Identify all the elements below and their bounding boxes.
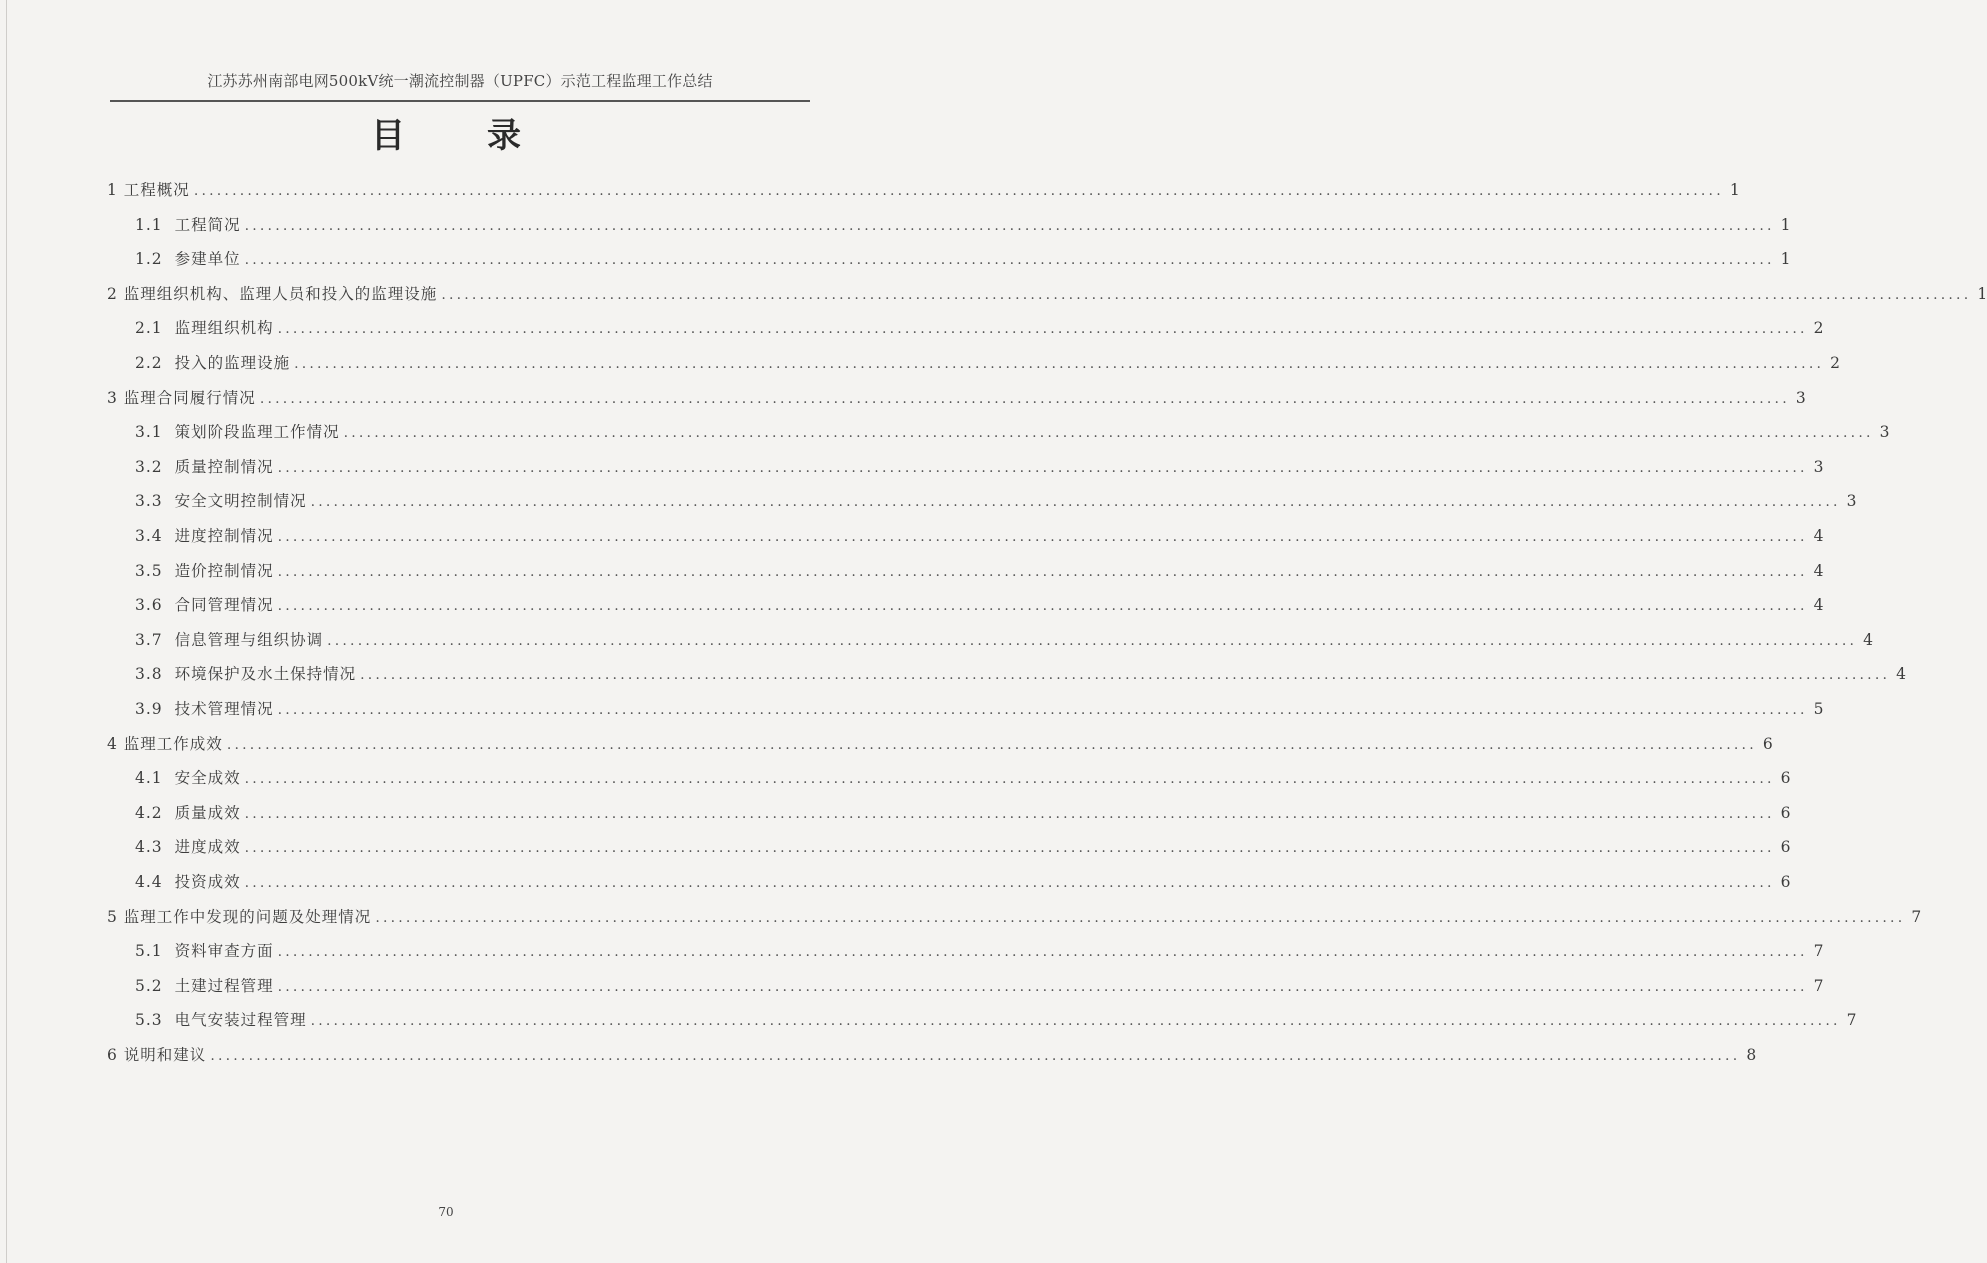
toc-entry-number: 3.7 (135, 631, 169, 649)
toc-dot-leader: ........................................................................................................................................................................................................ (277, 702, 1808, 718)
toc-entry-page: 6 (1780, 769, 1791, 787)
header-rule (110, 100, 810, 102)
toc-entry-label: 监理工作成效 (123, 735, 223, 753)
toc-entry-page: 6 (1780, 838, 1791, 856)
toc-entry-label: 工程概况 (123, 181, 190, 199)
toc-entry-page: 7 (1813, 977, 1824, 995)
toc-entry-page: 6 (1780, 804, 1791, 822)
toc-entry-number: 2.1 (135, 319, 169, 337)
toc-dot-leader: ........................................................................................................................................................................................................ (226, 737, 1757, 753)
toc-entry-number: 3.4 (135, 527, 169, 545)
toc-entry-label: 监理工作中发现的问题及处理情况 (123, 908, 372, 926)
toc-entry-label: 信息管理与组织协调 (174, 631, 324, 649)
toc-dot-leader: ........................................................................................................................................................................................................ (244, 806, 1775, 822)
toc-entry[interactable] (135, 939, 1824, 963)
toc-dot-leader: ........................................................................................................................................................................................................ (210, 1048, 1741, 1064)
toc-entry-number: 3.8 (135, 665, 169, 683)
toc-entry-number: 5.1 (135, 942, 169, 960)
toc-entry-number: 1.1 (135, 216, 169, 234)
toc-entry-page: 3 (1813, 458, 1824, 476)
toc-entry-page: 7 (1813, 942, 1824, 960)
toc-entry-page: 2 (1830, 354, 1841, 372)
toc-entry-page: 7 (1846, 1011, 1857, 1029)
toc-entry[interactable] (135, 455, 1824, 479)
toc-entry-number: 4.1 (135, 769, 169, 787)
toc-entry-label: 监理组织机构、监理人员和投入的监理设施 (123, 285, 438, 303)
toc-entry[interactable] (135, 870, 1791, 894)
toc-entry-number: 3.5 (135, 562, 169, 580)
toc-entry-label: 监理合同履行情况 (123, 389, 256, 407)
toc-entry-label: 质量控制情况 (174, 458, 274, 476)
toc-entry[interactable] (135, 835, 1791, 859)
toc-entry-number: 1 (107, 181, 124, 199)
toc-entry[interactable] (135, 801, 1791, 825)
toc-entry-page: 7 (1911, 908, 1922, 926)
toc-entry-label: 合同管理情况 (174, 596, 274, 614)
toc-entry[interactable] (135, 213, 1791, 237)
toc-entry-page: 4 (1863, 631, 1874, 649)
toc-dot-leader: ........................................................................................................................................................................................................ (310, 494, 1841, 510)
toc-entry-number: 4.4 (135, 873, 169, 891)
toc-entry-page: 3 (1846, 492, 1857, 510)
toc-entry-number: 2 (107, 285, 124, 303)
page-edge (6, 0, 7, 1263)
toc-entry[interactable] (135, 420, 1890, 444)
toc-dot-leader: ........................................................................................................................................................................................................ (244, 218, 1775, 234)
toc-entry[interactable] (107, 1043, 1757, 1067)
toc-entry-page: 3 (1795, 389, 1806, 407)
toc-dot-leader: ........................................................................................................................................................................................................ (259, 391, 1790, 407)
toc-entry-label: 造价控制情况 (174, 562, 274, 580)
toc-entry[interactable] (107, 386, 1806, 410)
toc-entry-page: 5 (1813, 700, 1824, 718)
toc-entry-number: 5 (107, 908, 124, 926)
toc-dot-leader: ........................................................................................................................................................................................................ (244, 252, 1775, 268)
toc-entry-number: 1.2 (135, 250, 169, 268)
page-number: 70 (438, 1205, 454, 1219)
toc-dot-leader: ........................................................................................................................................................................................................ (360, 667, 1891, 683)
toc-entry[interactable] (135, 766, 1791, 790)
toc-dot-leader: ........................................................................................................................................................................................................ (441, 287, 1972, 303)
toc-entry-label: 进度控制情况 (174, 527, 274, 545)
toc-entry-label: 投入的监理设施 (174, 354, 291, 372)
toc-dot-leader: ........................................................................................................................................................................................................ (375, 910, 1906, 926)
toc-entry-label: 说明和建议 (123, 1046, 207, 1064)
toc-entry-label: 安全成效 (174, 769, 241, 787)
toc-entry-label: 参建单位 (174, 250, 241, 268)
toc-entry-number: 3.9 (135, 700, 169, 718)
toc-entry[interactable] (135, 628, 1874, 652)
toc-entry-number: 6 (107, 1046, 124, 1064)
toc-dot-leader: ........................................................................................................................................................................................................ (277, 979, 1808, 995)
toc-entry[interactable] (135, 662, 1907, 686)
toc-entry-page: 6 (1762, 735, 1773, 753)
toc-entry-page: 1 (1780, 216, 1791, 234)
toc-entry-page: 4 (1896, 665, 1907, 683)
toc-entry[interactable] (135, 974, 1824, 998)
toc-entry-label: 质量成效 (174, 804, 241, 822)
toc-entry-label: 工程简况 (174, 216, 241, 234)
toc-entry-number: 3 (107, 389, 124, 407)
toc-dot-leader: ........................................................................................................................................................................................................ (277, 529, 1808, 545)
toc-dot-leader: ........................................................................................................................................................................................................ (244, 875, 1775, 891)
toc-entry[interactable] (135, 1008, 1857, 1032)
toc-dot-leader: ........................................................................................................................................................................................................ (310, 1013, 1841, 1029)
toc-entry-number: 3.2 (135, 458, 169, 476)
toc-dot-leader: ........................................................................................................................................................................................................ (277, 460, 1808, 476)
toc-entry-number: 3.3 (135, 492, 169, 510)
toc-entry[interactable] (135, 247, 1791, 271)
toc-entry-page: 8 (1746, 1046, 1757, 1064)
toc-entry[interactable] (135, 559, 1824, 583)
toc-entry-label: 进度成效 (174, 838, 241, 856)
toc-entry-label: 监理组织机构 (174, 319, 274, 337)
toc-entry[interactable] (135, 524, 1824, 548)
toc-entry[interactable] (107, 905, 1922, 929)
toc-entry[interactable] (135, 489, 1857, 513)
toc-dot-leader: ........................................................................................................................................................................................................ (277, 564, 1808, 580)
toc-entry-page: 1 (1780, 250, 1791, 268)
toc-dot-leader: ........................................................................................................................................................................................................ (277, 321, 1808, 337)
toc-entry-page: 6 (1780, 873, 1791, 891)
toc-entry-page: 1 (1729, 181, 1740, 199)
toc-dot-leader: ........................................................................................................................................................................................................ (277, 598, 1808, 614)
toc-entry-number: 2.2 (135, 354, 169, 372)
toc-dot-leader: ........................................................................................................................................................................................................ (244, 771, 1775, 787)
toc-entry-number: 4.2 (135, 804, 169, 822)
toc-dot-leader: ........................................................................................................................................................................................................ (327, 633, 1858, 649)
toc-entry-number: 5.3 (135, 1011, 169, 1029)
toc-entry-label: 土建过程管理 (174, 977, 274, 995)
toc-entry-label: 安全文明控制情况 (174, 492, 307, 510)
toc-entry[interactable] (107, 732, 1773, 756)
toc-entry[interactable] (135, 351, 1841, 375)
toc-entry[interactable] (135, 316, 1824, 340)
toc-entry-label: 技术管理情况 (174, 700, 274, 718)
toc-entry[interactable] (107, 178, 1740, 202)
toc-entry-page: 4 (1813, 596, 1824, 614)
toc-entry-label: 策划阶段监理工作情况 (174, 423, 340, 441)
toc-entry-page: 3 (1879, 423, 1890, 441)
toc-dot-leader: ........................................................................................................................................................................................................ (294, 356, 1825, 372)
toc-entry-label: 资料审查方面 (174, 942, 274, 960)
toc-entry[interactable] (107, 282, 1987, 306)
toc-entry-label: 环境保护及水土保持情况 (174, 665, 357, 683)
toc-entry-page: 1 (1977, 285, 1987, 303)
toc-dot-leader: ........................................................................................................................................................................................................ (343, 425, 1874, 441)
toc-dot-leader: ........................................................................................................................................................................................................ (244, 840, 1775, 856)
toc-dot-leader: ........................................................................................................................................................................................................ (277, 944, 1808, 960)
running-header: 江苏苏州南部电网500kV统一潮流控制器（UPFC）示范工程监理工作总结 (207, 72, 713, 90)
toc-entry-number: 3.1 (135, 423, 169, 441)
toc-entry-number: 5.2 (135, 977, 169, 995)
toc-title: 目录 (371, 116, 603, 156)
toc-entry-label: 投资成效 (174, 873, 241, 891)
toc-entry-number: 3.6 (135, 596, 169, 614)
toc-entry-number: 4.3 (135, 838, 169, 856)
toc-entry-label: 电气安装过程管理 (174, 1011, 307, 1029)
toc-dot-leader: ........................................................................................................................................................................................................ (193, 183, 1724, 199)
toc-entry-number: 4 (107, 735, 124, 753)
toc-entry-page: 4 (1813, 527, 1824, 545)
toc-entry-page: 4 (1813, 562, 1824, 580)
toc-entry[interactable] (135, 697, 1824, 721)
toc-entry-page: 2 (1813, 319, 1824, 337)
toc-entry[interactable] (135, 593, 1824, 617)
